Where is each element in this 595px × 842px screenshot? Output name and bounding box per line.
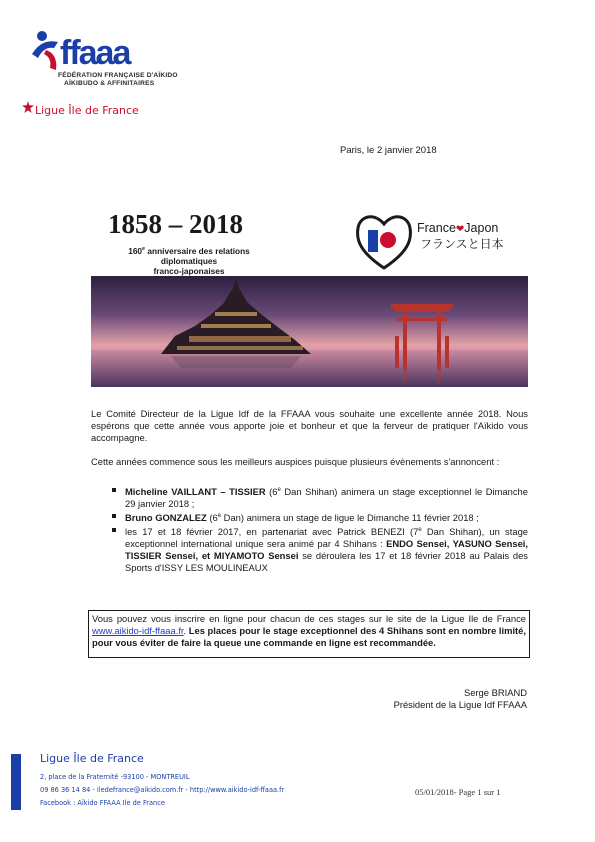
- list-item: [110, 484, 528, 510]
- registration-punct: .: [183, 625, 189, 636]
- event-1-rest: Dan Shihan) animera un stage exceptionnel le Dimanche 29 janvier 2018 ;: [125, 486, 528, 510]
- page-title: 1858 – 2018: [108, 209, 243, 239]
- footer-facebook: Facebook : Aïkido FFAAA Ile de France: [40, 799, 165, 807]
- event-2-pre: (6: [206, 512, 218, 524]
- registration-warning: Les places pour le stage exceptionnel des 4 Shihans sont en nombre limité, pour vous éviter de faire la queue une commande en ligne est recommandée.: [92, 625, 526, 648]
- events-list: [110, 484, 528, 574]
- fj-japon: Japon: [464, 221, 499, 235]
- registration-link[interactable]: www.aikido-idf-ffaaa.fr: [92, 625, 184, 636]
- france-japon-text: [417, 221, 498, 235]
- footer-address: 2, place de la Fraternité -93100 - MONTREUIL: [40, 773, 190, 781]
- ligue-title: Ligue Île de France: [35, 104, 139, 117]
- event-3-rest: se déroulera les 17 et 18 février 2018 au Palais des Sports d'ISSY LES MOULINEAUX: [125, 550, 528, 574]
- svg-text:ffaaa: ffaaa: [60, 34, 130, 72]
- signature-role: Président de la Ligue Idf FFAAA: [393, 699, 527, 710]
- event-2-sup: e: [217, 513, 222, 520]
- subtitle-rest: anniversaire des relations diplomatiques: [145, 245, 250, 266]
- ffaaa-emblem-icon: [28, 24, 178, 104]
- registration-box: [88, 610, 530, 658]
- subtitle-num: 160: [128, 245, 143, 256]
- subtitle-sup: e: [142, 246, 146, 252]
- federation-line-2: AÏKIBUDO & AFFINITAIRES: [64, 80, 155, 87]
- star-icon: [22, 101, 34, 113]
- event-1-pre: (6: [265, 486, 278, 498]
- footer-accent-bar: [11, 754, 21, 810]
- page-subtitle: [104, 244, 274, 276]
- event-2-rest: Dan) animera un stage de ligue le Dimanche 11 février 2018 ;: [221, 512, 479, 524]
- federation-line-1: FÉDÉRATION FRANÇAISE D'AÏKIDO: [58, 72, 178, 79]
- france-japon-jp-text: フランスと日本: [420, 237, 504, 251]
- paragraph-greetings: Le Comité Directeur de la Ligue Idf de la FFAAA vous souhaite une excellente année 2018. Nous espérons que cette année vous apporte joie et bonheur et que la ferveur de pratiquer l'Aïkido vous accompagne.: [91, 408, 528, 443]
- event-3-names: ENDO Sensei, YASUNO Sensei, TISSIER Sensei, et MIYAMOTO Sensei: [125, 538, 529, 562]
- signature-name: Serge BRIAND: [463, 687, 527, 698]
- registration-text: Vous pouvez vous inscrire en ligne pour chacun de ces stages sur le site de la Ligue Ile de France: [92, 613, 526, 624]
- event-1-name: Micheline VAILLANT – TISSIER: [125, 486, 266, 498]
- event-2-name: Bruno GONZALEZ: [125, 512, 207, 524]
- fj-france: France: [417, 221, 456, 235]
- footer-contact: 09 86 36 14 84 - iledefrance@aikido.com.fr - http://www.aikido-idf-ffaaa.fr: [40, 786, 285, 794]
- list-item: [110, 510, 528, 524]
- mont-saint-michel-torii-photo: [91, 276, 528, 387]
- event-3-sup: e: [418, 527, 422, 534]
- paragraph-events-intro: Cette années commence sous les meilleurs auspices puisque plusieurs évènements s'annoncent :: [91, 456, 500, 467]
- page-info: 05/01/2018- Page 1 sur 1: [415, 787, 501, 797]
- footer-title: Ligue Île de France: [40, 752, 144, 765]
- subtitle-line2: franco-japonaises: [153, 265, 225, 276]
- event-1-sup: e: [277, 487, 281, 493]
- list-item: [110, 524, 528, 574]
- event-3-mid: Dan Shihan), un stage exceptionnel international unique sera animé par 4 Shihans :: [125, 526, 528, 550]
- date-line: Paris, le 2 janvier 2018: [340, 145, 437, 156]
- event-3-pre: les 17 et 18 février 2017, en partenariat avec Patrick BENEZI (7: [125, 526, 419, 538]
- heart-icon: ❤: [455, 224, 465, 235]
